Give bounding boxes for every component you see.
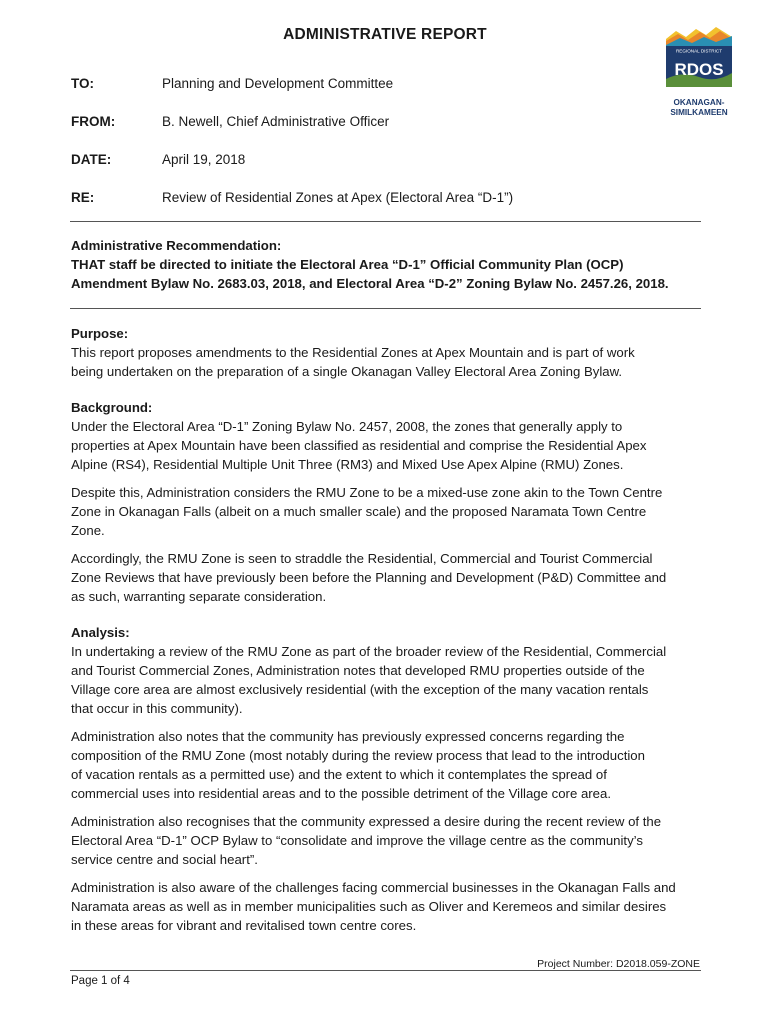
text-line: and Tourist Commercial Zones, Administration notes that developed RMU properties outside of the: [71, 663, 645, 678]
text-line: Alpine (RS4), Residential Multiple Unit Three (RM3) and Mixed Use Apex Alpine (RMU) Zones.: [71, 457, 624, 472]
text-line: of vacation rentals as a permitted use) and the extent to which it contemplates the spread of: [71, 767, 607, 782]
memo-date-label: DATE:: [71, 152, 112, 167]
logo-band-text: REGIONAL DISTRICT: [675, 48, 723, 54]
divider-line: [70, 308, 701, 309]
rdos-logo-icon: [666, 25, 732, 121]
text-line: In undertaking a review of the RMU Zone as part of the broader review of the Residential, Commercial: [71, 644, 667, 659]
report-body: [71, 324, 711, 944]
text-line: Naramata areas as well as in member municipalities such as Oliver and Keremeos and similar desires: [71, 899, 667, 914]
divider-line: [70, 221, 701, 222]
text-line: Administration also notes that the community has previously expressed concerns regarding the: [71, 729, 625, 744]
logo-abbr: RDOS: [674, 60, 724, 79]
text-line: Administration is also aware of the challenges facing commercial businesses in the Okanagan Falls and: [71, 880, 676, 895]
report-title: ADMINISTRATIVE REPORT: [283, 26, 487, 43]
text-line: Zone Reviews that have previously been before the Planning and Development (P&D) Committee and: [71, 570, 667, 585]
project-number: Project Number: D2018.059-ZONE: [537, 958, 700, 970]
paragraph: [71, 727, 711, 803]
paragraph: [71, 483, 711, 540]
text-line: Electoral Area “D-1” OCP Bylaw to “consolidate and improve the village centre as the community’s: [71, 833, 643, 848]
paragraph: [71, 549, 711, 606]
paragraph: [71, 812, 711, 869]
text-line: Administration also recognises that the community expressed a desire during the recent review of the: [71, 814, 662, 829]
memo-to-value: Planning and Development Committee: [162, 76, 394, 91]
text-line: Village core area are almost exclusively residential (with the exception of the many vacation rentals: [71, 682, 649, 697]
text-line: properties at Apex Mountain have been classified as residential and comprise the Residential Apex: [71, 438, 647, 453]
recommendation-block: [71, 236, 706, 293]
memo-from-label: FROM:: [71, 114, 116, 129]
paragraph: [71, 343, 711, 381]
section-heading-purpose: Purpose:: [71, 326, 129, 341]
recommendation-heading: Administrative Recommendation:: [71, 238, 282, 253]
recommendation-line: Amendment Bylaw No. 2683.03, 2018, and Electoral Area “D-2” Zoning Bylaw No. 2457.26, 2018.: [71, 276, 669, 291]
memo-re-label: RE:: [71, 190, 95, 205]
text-line: Under the Electoral Area “D-1” Zoning Bylaw No. 2457, 2008, the zones that generally apply to: [71, 419, 623, 434]
memo-re-value: Review of Residential Zones at Apex (Electoral Area “D-1”): [162, 190, 514, 205]
footer-divider: [70, 970, 701, 971]
section-heading-background: Background:: [71, 400, 153, 415]
text-line: as such, warranting separate consideration.: [71, 589, 327, 604]
text-line: Accordingly, the RMU Zone is seen to straddle the Residential, Commercial and Tourist Commercial: [71, 551, 653, 566]
memo-from-value: B. Newell, Chief Administrative Officer: [162, 114, 390, 129]
paragraph: [71, 642, 711, 718]
text-line: service centre and social heart”.: [71, 852, 258, 867]
memo-to-label: TO:: [71, 76, 94, 91]
paragraph: [71, 878, 711, 935]
text-line: commercial uses into residential areas and to the possible detriment of the Village core area.: [71, 786, 612, 801]
page-number: Page 1 of 4: [71, 975, 130, 987]
paragraph: [71, 417, 711, 474]
logo-name-line2: SIMILKAMEEN: [670, 108, 728, 117]
text-line: that occur in this community).: [71, 701, 243, 716]
logo-name-line1: OKANAGAN-: [673, 98, 725, 107]
text-line: Zone.: [71, 523, 105, 538]
section-heading-analysis: Analysis:: [71, 625, 130, 640]
text-line: This report proposes amendments to the Residential Zones at Apex Mountain and is part of work: [71, 345, 635, 360]
recommendation-line: THAT staff be directed to initiate the Electoral Area “D-1” Official Community Plan (OCP): [71, 257, 624, 272]
text-line: in these areas for vibrant and revitalised town centre cores.: [71, 918, 417, 933]
memo-date-value: April 19, 2018: [162, 152, 246, 167]
text-line: composition of the RMU Zone (most notably during the review process that lead to the introduction: [71, 748, 645, 763]
text-line: Zone in Okanagan Falls (albeit on a much smaller scale) and the proposed Naramata Town Centre: [71, 504, 647, 519]
text-line: Despite this, Administration considers the RMU Zone to be a mixed-use zone akin to the Town Centre: [71, 485, 663, 500]
text-line: being undertaken on the preparation of a single Okanagan Valley Electoral Area Zoning Bylaw.: [71, 364, 623, 379]
